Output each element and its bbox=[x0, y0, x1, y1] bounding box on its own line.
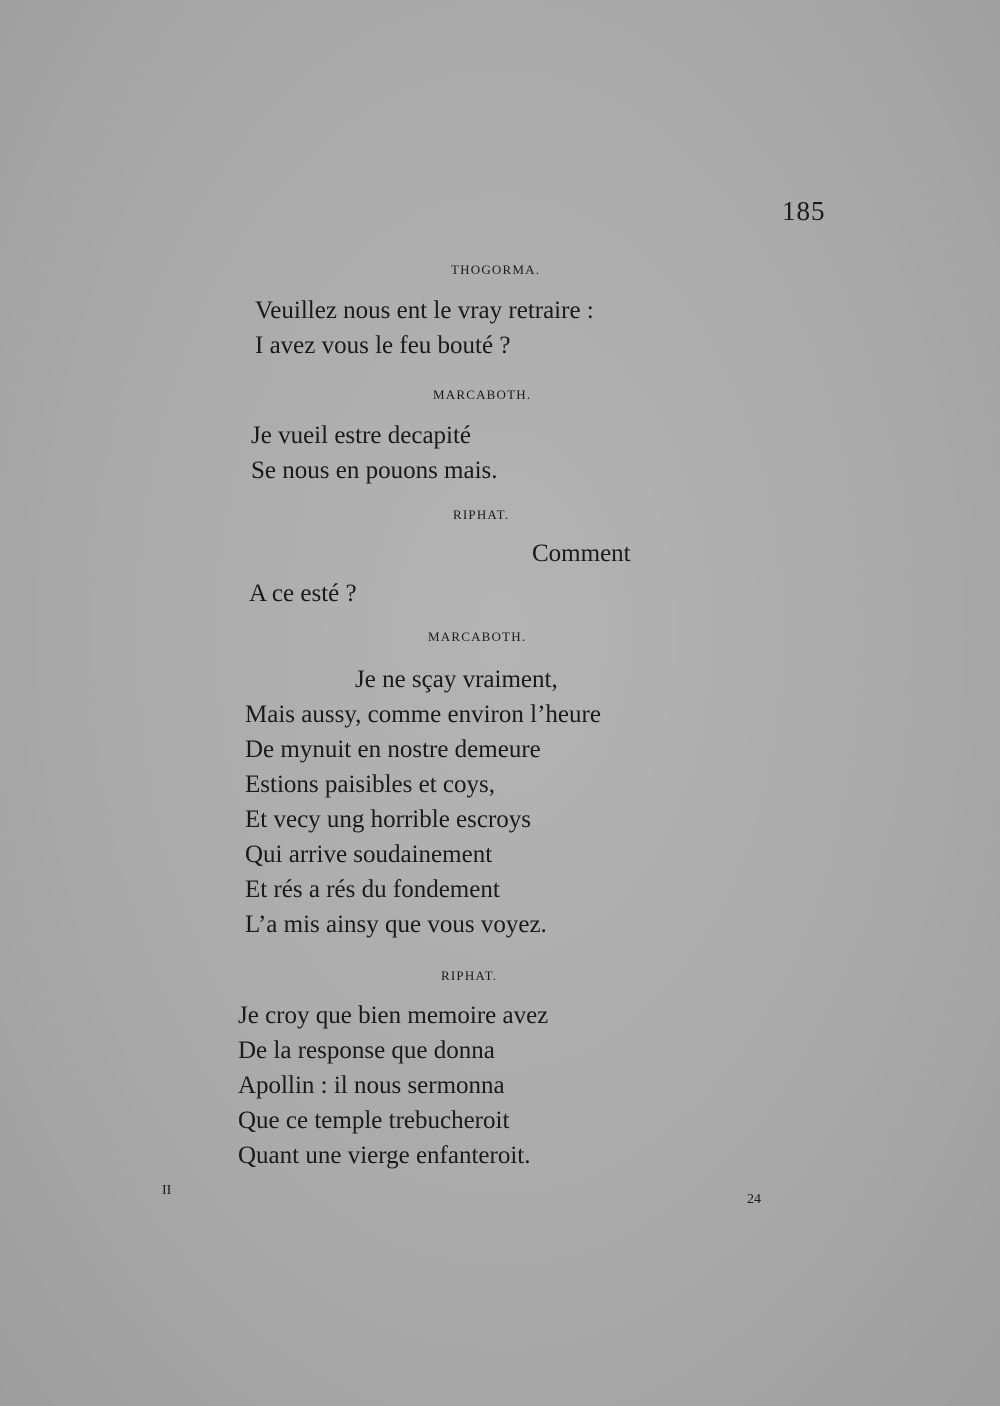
verse-line: Je vueil estre decapité bbox=[251, 422, 472, 449]
volume-mark: II bbox=[162, 1183, 172, 1198]
verse-line: Qui arrive soudainement bbox=[245, 841, 493, 868]
verse-line: De la response que donna bbox=[238, 1037, 495, 1064]
speaker-name: THOGORMA. bbox=[451, 262, 541, 277]
speaker-name: MARCABOTH. bbox=[433, 387, 532, 402]
verse-line: Je croy que bien memoire avez bbox=[238, 1002, 549, 1029]
verse-line: Quant une vierge enfanteroit. bbox=[238, 1142, 531, 1169]
verse-line: A ce esté ? bbox=[249, 580, 357, 607]
verse-line: Apollin : il nous sermonna bbox=[238, 1072, 505, 1099]
verse-line: Se nous en pouons mais. bbox=[251, 457, 498, 484]
verse-stanza bbox=[251, 418, 498, 488]
verse-stanza bbox=[245, 697, 601, 942]
verse-line: Et vecy ung horrible escroys bbox=[245, 806, 532, 833]
page-number: 185 bbox=[782, 196, 826, 226]
verse-stanza bbox=[255, 293, 594, 363]
verse-stanza bbox=[238, 998, 548, 1173]
verse-line: Comment bbox=[532, 540, 631, 567]
verse-line: Et rés a rés du fondement bbox=[245, 876, 500, 903]
speaker-name: RIPHAT. bbox=[453, 507, 510, 522]
verse-line: Veuillez nous ent le vray retraire : bbox=[255, 297, 594, 324]
verse-line: Je ne sçay vraiment, bbox=[355, 666, 558, 693]
verse-line: I avez vous le feu bouté ? bbox=[255, 332, 511, 359]
verse-line: Que ce temple trebucheroit bbox=[238, 1107, 510, 1134]
verse-line: De mynuit en nostre demeure bbox=[245, 736, 541, 763]
speaker-name: RIPHAT. bbox=[441, 968, 498, 983]
speaker-name: MARCABOTH. bbox=[428, 629, 527, 644]
verse-line: L’a mis ainsy que vous voyez. bbox=[245, 911, 547, 938]
verse-line: Estions paisibles et coys, bbox=[245, 771, 495, 798]
signature-mark: 24 bbox=[747, 1192, 761, 1207]
verse-line: Mais aussy, comme environ l’heure bbox=[245, 701, 601, 728]
